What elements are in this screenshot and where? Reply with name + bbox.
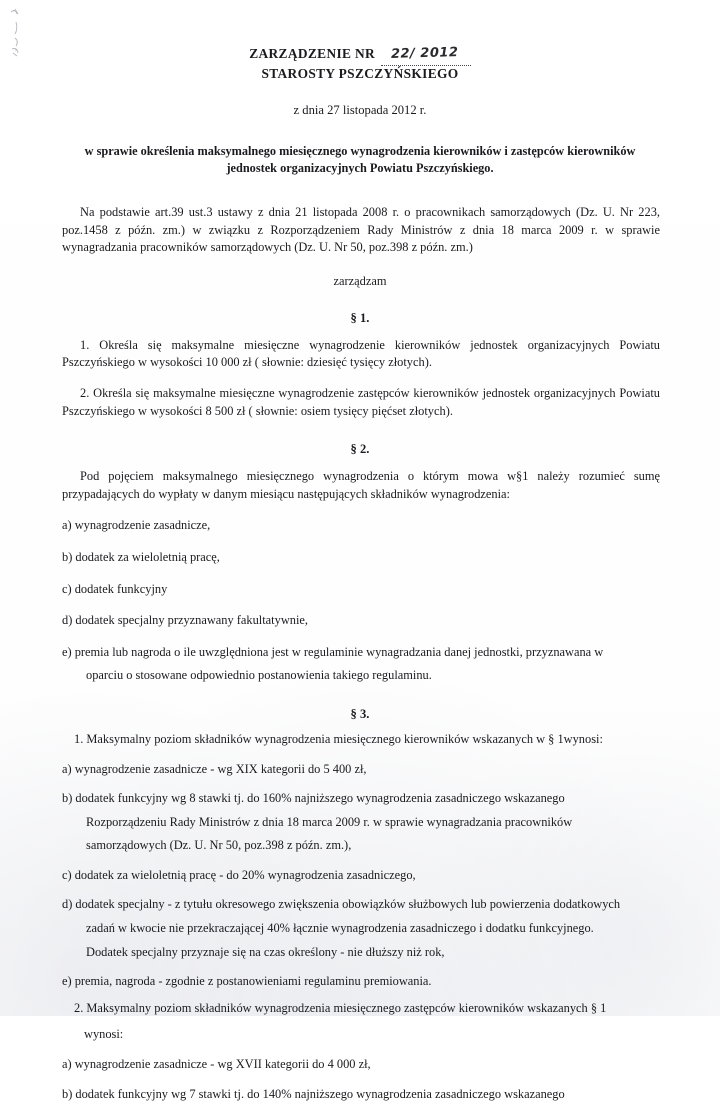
section-3-item-1d: d) dodatek specjalny - z tytułu okresowego zwiększenia obowiązków służbowych lub powierzenia dodatkowych [62, 897, 621, 912]
section-2-item-a: a) wynagrodzenie zasadnicze, [62, 518, 211, 533]
section-3-item-2b: b) dodatek funkcyjny wg 7 stawki tj. do 140% najniższego wynagrodzenia zasadniczego wskazanego [62, 1086, 565, 1101]
document-subject [46, 143, 674, 177]
document-title-prefix: ZARZĄDZENIE NR [249, 46, 376, 61]
document-subject-line-1: w sprawie określenia maksymalnego miesięcznego wynagrodzenia kierowników i zastępców kierowników [84, 144, 636, 158]
enactment-word: zarządzam [333, 273, 387, 288]
dotted-underline [381, 65, 471, 66]
section-1-item-2: 2. Określa się maksymalne miesięczne wynagrodzenie zastępców kierowników jednostek organizacyjnych Powiatu Pszczyńskiego w wysokości 8 500 zł ( słownie: osiem tysięcy pięćset złotych). [62, 385, 660, 418]
section-heading-3: § 3. [350, 706, 370, 721]
section-3-item-1d-continuation-1: zadań w kwocie nie przekraczającej 40% łącznie wynagrodzenia zasadniczego i dodatku funkcyjnego. [86, 921, 594, 936]
section-2-intro: Pod pojęciem maksymalnego miesięcznego wynagrodzenia o którym mowa w§1 należy rozumieć sumę przypadających do wypłaty w danym miesiącu następujących składników wynagrodzenia: [62, 469, 660, 501]
section-2-item-c: c) dodatek funkcyjny [62, 581, 168, 596]
document-subject-line-2: jednostek organizacyjnych Powiatu Pszczyńskiego. [226, 161, 494, 175]
section-heading-1: § 1. [350, 310, 370, 325]
section-3-item-2a: a) wynagrodzenie zasadnicze - wg XVII kategorii do 4 000 zł, [62, 1057, 371, 1072]
title-block [0, 44, 720, 83]
document-number-slot [379, 44, 471, 64]
section-3-item-1b-continuation-2: samorządowych (Dz. U. Nr 50, poz.398 z późn. zm.), [86, 838, 352, 853]
section-2-item-d: d) dodatek specjalny przyznawany fakultatywnie, [62, 613, 308, 628]
section-1-item-1: 1. Określa się maksymalne miesięczne wynagrodzenie kierowników jednostek organizacyjnych Powiatu Pszczyńskiego w wysokości 10 000 zł ( słownie: dziesięć tysięcy złotych). [62, 337, 660, 370]
section-heading-2: § 2. [350, 442, 370, 457]
document-number-handwritten: 22/ 2012 [390, 45, 459, 62]
document-date: z dnia 27 listopada 2012 r. [293, 103, 427, 117]
section-3-item-2-intro: 2. Maksymalny poziom składników wynagrodzenia miesięcznego zastępców kierowników wskazanych § 1 [74, 1000, 607, 1015]
section-3-item-1e: e) premia, nagroda - zgodnie z postanowieniami regulaminu premiowania. [62, 974, 432, 989]
section-2-item-e: e) premia lub nagroda o ile uwzględniona jest w regulaminie wynagradzania danej jednostki, przyznawana w [62, 644, 604, 659]
section-3-item-1a: a) wynagrodzenie zasadnicze - wg XIX kategorii do 5 400 zł, [62, 761, 367, 776]
section-3-item-1b: b) dodatek funkcyjny wg 8 stawki tj. do 160% najniższego wynagrodzenia zasadniczego wskazanego [62, 791, 565, 806]
section-2-item-b: b) dodatek za wieloletnią pracę, [62, 549, 220, 564]
section-3-item-1-intro: 1. Maksymalny poziom składników wynagrodzenia miesięcznego kierowników wskazanych w § 1wynosi: [74, 731, 603, 746]
section-2-item-e-continuation: oparciu o stosowane odpowiednio postanowienia takiego regulaminu. [86, 668, 432, 683]
section-3-item-2-intro-continuation: wynosi: [84, 1027, 124, 1042]
section-3-item-1c: c) dodatek za wieloletnią pracę - do 20% wynagrodzenia zasadniczego, [62, 867, 416, 882]
section-3-item-1d-continuation-2: Dodatek specjalny przyznaje się na czas określony - nie dłuższy niż rok, [86, 944, 445, 959]
document-title-line-1 [0, 44, 720, 64]
document-title-line-2: STAROSTY PSZCZYŃSKIEGO [261, 66, 459, 81]
section-3-item-1b-continuation-1: Rozporządzeniu Rady Ministrów z dnia 18 marca 2009 r. w sprawie wynagradzania pracowników [86, 814, 573, 829]
legal-basis-paragraph: Na podstawie art.39 ust.3 ustawy z dnia 21 listopada 2008 r. o pracownikach samorządowych (Dz. U. Nr 223, poz.1458 z późn. zm.) w związku z Rozporządzeniem Rady Ministrów z dnia 18 marca 2009 r. w sprawie wynagradzania pracowników samorządowych (Dz. U. Nr 50, poz.398 z późn. zm.) [62, 205, 660, 255]
